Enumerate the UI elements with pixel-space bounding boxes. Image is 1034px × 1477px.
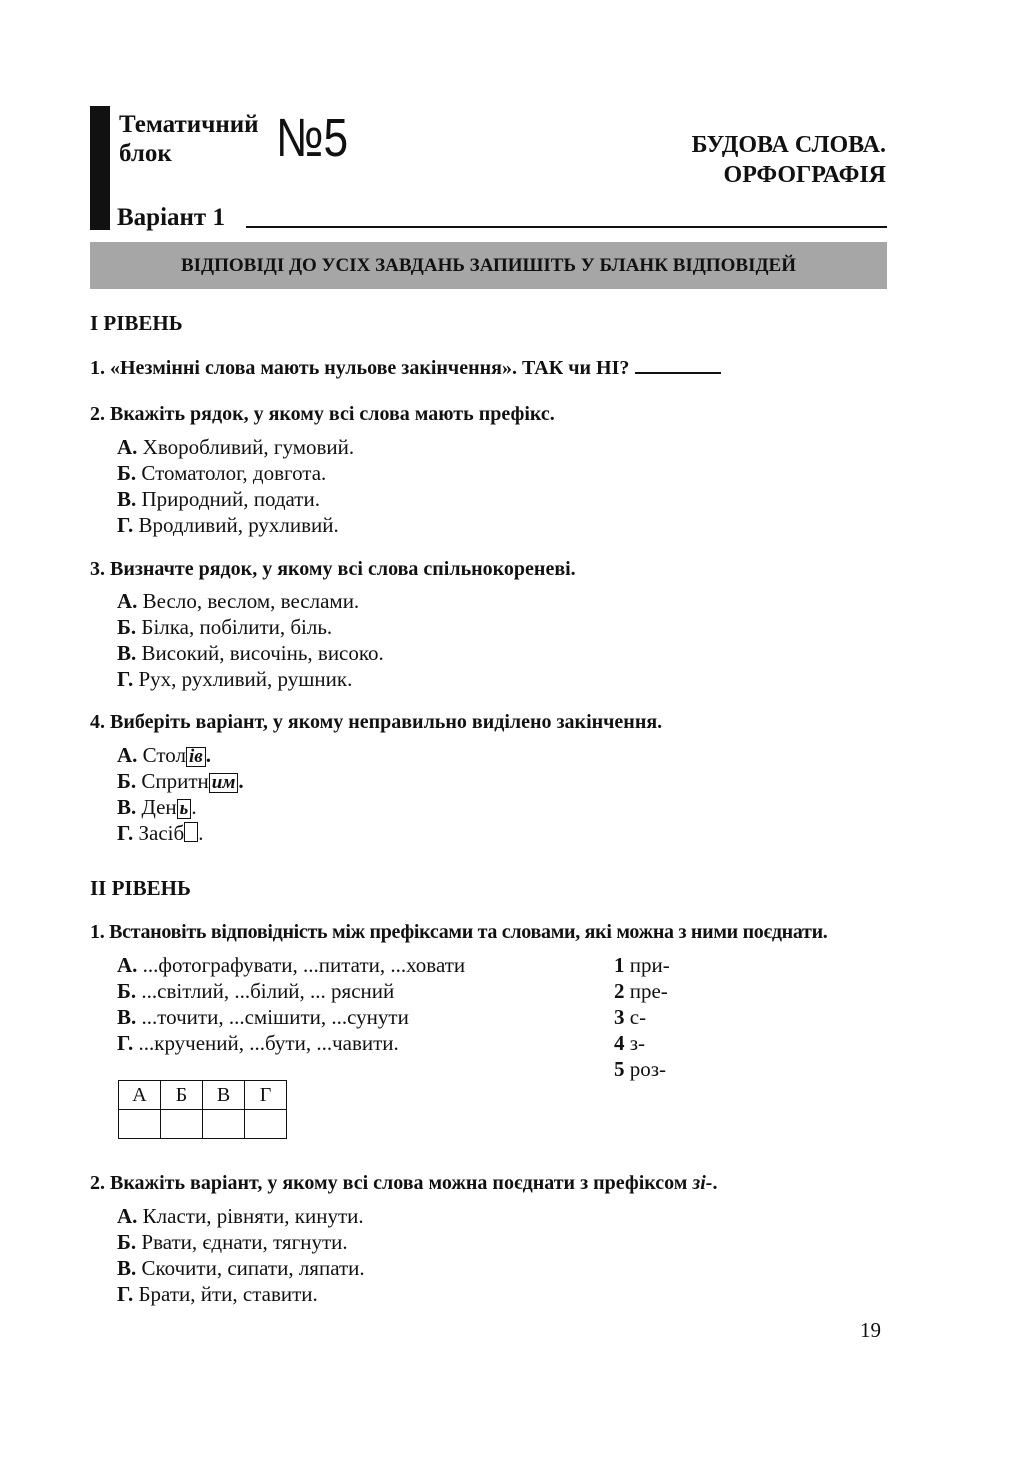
- level2-q2-option: Г. Брати, йти, ставити.: [117, 1282, 318, 1306]
- level1-q3-option: В. Високий, височінь, високо.: [117, 641, 384, 665]
- grid-answer-cell[interactable]: [119, 1110, 161, 1139]
- topic-title: [692, 130, 886, 190]
- level1-q2-option: Г. Вродливий, рухливий.: [117, 513, 339, 537]
- topic-line2: ОРФОГРАФІЯ: [723, 162, 886, 188]
- level2-q1-text: 1. Встановіть відповідність між префіксами та словами, які можна з ними поєднати.: [90, 921, 828, 943]
- level1-q3-text: 3. Визначте рядок, у якому всі слова спільнокореневі.: [90, 558, 576, 580]
- level1-q4-option: Б. Спритн им .: [117, 769, 244, 793]
- block-label-line2: блок: [119, 140, 172, 167]
- level1-q4-text: 4. Виберіть варіант, у якому неправильно виділено закінчення.: [90, 711, 663, 733]
- ending-box: ів: [186, 747, 206, 767]
- match-left-item: В. ...точити, ...смішити, ...сунути: [117, 1005, 409, 1029]
- empty-ending-box: [184, 822, 198, 842]
- match-right-item: 4 з-: [614, 1031, 646, 1055]
- level1-q1-text: 1. «Незмінні слова мають нульове закінчення». ТАК чи НІ?: [90, 357, 630, 379]
- level1-q2-option: В. Природний, подати.: [117, 487, 320, 511]
- level1-title: І РІВЕНЬ: [90, 311, 183, 335]
- variant-label: Варіант 1: [117, 204, 225, 231]
- grid-header-cell: Г: [245, 1081, 287, 1110]
- level1-q3-option: Г. Рух, рухливий, рушник.: [117, 667, 353, 691]
- match-right-item: 1 при-: [614, 953, 670, 977]
- level2-q2-text: 2. Вкажіть варіант, у якому всі слова можна поєднати з префіксом зі-.: [90, 1172, 718, 1194]
- level1-q2-option: Б. Стоматолог, довгота.: [117, 461, 327, 485]
- level1-q1: [90, 354, 721, 380]
- topic-line1: БУДОВА СЛОВА.: [691, 132, 886, 158]
- level2-q2-option: А. Класти, рівняти, кинути.: [117, 1204, 364, 1228]
- level1-q4-option: А. Стол ів .: [117, 743, 212, 767]
- block-label: [119, 110, 259, 168]
- level1-q4-option: Г. Засіб .: [117, 821, 204, 845]
- block-number: №5: [276, 108, 349, 168]
- level1-q3-option: Б. Білка, побілити, біль.: [117, 615, 333, 639]
- level2-q2-option: Б. Рвати, єднати, тягнути.: [117, 1230, 348, 1254]
- match-right-item: 2 пре-: [614, 979, 668, 1003]
- answer-grid: [118, 1080, 287, 1139]
- level1-q2-option: А. Хворобливий, гумовий.: [117, 435, 355, 459]
- match-right-item: 5 роз-: [614, 1057, 667, 1081]
- variant-underline: [246, 226, 887, 228]
- block-label-line1: Тематичний: [119, 111, 259, 138]
- grid-answer-cell[interactable]: [203, 1110, 245, 1139]
- page-number: 19: [860, 1318, 881, 1342]
- ending-box: им: [209, 773, 239, 793]
- grid-header-cell: Б: [161, 1081, 203, 1110]
- match-left-item: Г. ...кручений, ...бути, ...чавити.: [117, 1031, 399, 1055]
- match-left-item: Б. ...світлий, ...білий, ... рясний: [117, 979, 395, 1003]
- grid-header-cell: А: [119, 1081, 161, 1110]
- header-black-bar: [90, 106, 110, 230]
- level1-q3-option: А. Весло, веслом, веслами.: [117, 589, 360, 613]
- instruction-banner: ВІДПОВІДІ ДО УСІХ ЗАВДАНЬ ЗАПИШІТЬ У БЛАНК ВІДПОВІДЕЙ: [90, 242, 887, 289]
- grid-header-cell: В: [203, 1081, 245, 1110]
- match-right-item: 3 с-: [614, 1005, 647, 1029]
- answer-blank[interactable]: [635, 354, 721, 374]
- grid-answer-cell[interactable]: [161, 1110, 203, 1139]
- level1-q4-option: В. Ден ь .: [117, 795, 197, 819]
- level2-q2-option: В. Скочити, сипати, ляпати.: [117, 1256, 365, 1280]
- grid-answer-cell[interactable]: [245, 1110, 287, 1139]
- ending-box: ь: [177, 799, 192, 819]
- prefix-italic: зі-: [692, 1172, 713, 1194]
- level1-q2-text: 2. Вкажіть рядок, у якому всі слова мають префікс.: [90, 403, 555, 425]
- match-left-item: А. ...фотографувати, ...питати, ...ховати: [117, 953, 466, 977]
- level2-title: ІІ РІВЕНЬ: [90, 876, 191, 900]
